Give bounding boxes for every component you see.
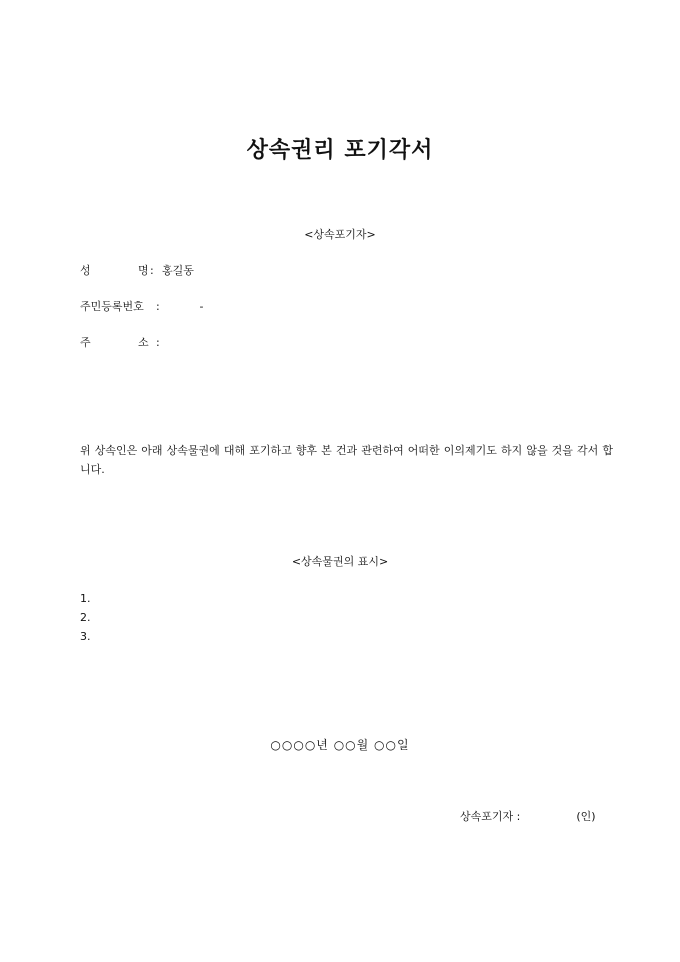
field-address-label-2: 소	[138, 336, 149, 349]
list-item: 2.	[80, 611, 91, 624]
field-id-label: 주민등록번호	[80, 300, 144, 313]
statement-paragraph: 위 상속인은 아래 상속물권에 대해 포기하고 향후 본 건과 관련하여 어떠한 이의제기도 하지 않을 것을 각서 합니다.	[80, 444, 613, 476]
list-item: 1.	[80, 592, 91, 605]
field-id-value: -	[168, 300, 204, 313]
date-line: ○○○○년 ○○월 ○○일	[270, 738, 410, 752]
field-name-row	[80, 262, 194, 278]
property-heading: <상속물권의 표시>	[291, 555, 389, 568]
list-item: 3.	[80, 630, 91, 643]
field-name-label-1: 성	[80, 264, 91, 277]
field-name-colon: :	[150, 264, 154, 277]
field-address-colon: :	[156, 336, 160, 349]
field-id-colon: :	[156, 300, 160, 313]
field-name-label-3: 명	[138, 264, 149, 277]
renouncer-heading: <상속포기자>	[304, 228, 376, 241]
field-name-value: 홍길동	[162, 264, 194, 277]
seal-mark: (인)	[576, 810, 596, 823]
signature-line	[460, 808, 596, 824]
document-title: 상속권리 포기각서	[246, 138, 434, 163]
field-address-row	[80, 334, 168, 350]
property-list	[80, 589, 91, 646]
field-id-row	[80, 298, 203, 314]
signature-label: 상속포기자 :	[460, 810, 521, 823]
field-address-label-1: 주	[80, 336, 91, 349]
